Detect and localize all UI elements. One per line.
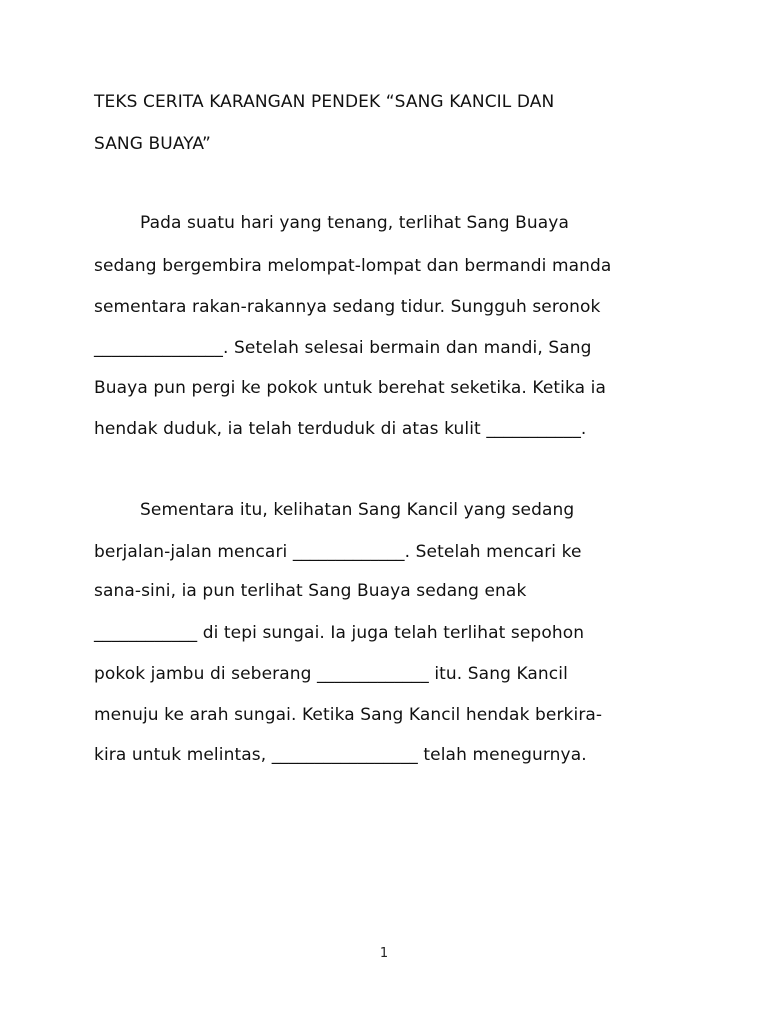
paragraph-1-line-2: sedang bergembira melompat-lompat dan bermandi manda xyxy=(94,256,612,276)
paragraph-2-line-4: ____________ di tepi sungai. Ia juga telah terlihat sepohon xyxy=(94,623,585,643)
paragraph-1-line-5: Buaya pun pergi ke pokok untuk berehat seketika. Ketika ia xyxy=(94,378,606,398)
paragraph-2-line-1: Sementara itu, kelihatan Sang Kancil yang sedang xyxy=(140,500,575,520)
page-number: 1 xyxy=(379,946,389,961)
paragraph-1-line-3: sementara rakan-rakannya sedang tidur. Sungguh seronok xyxy=(94,297,601,317)
paragraph-2-line-2: berjalan-jalan mencari _____________. Setelah mencari ke xyxy=(94,542,582,562)
paragraph-2-line-3: sana-sini, ia pun terlihat Sang Buaya sedang enak xyxy=(94,581,527,601)
paragraph-1-line-4: _______________. Setelah selesai bermain dan mandi, Sang xyxy=(94,338,592,358)
paragraph-1-line-1: Pada suatu hari yang tenang, terlihat Sang Buaya xyxy=(140,213,569,233)
paragraph-2-line-5: pokok jambu di seberang _____________ itu. Sang Kancil xyxy=(94,664,568,684)
paragraph-2-line-7: kira untuk melintas, _________________ telah menegurnya. xyxy=(94,745,587,765)
paragraph-2-line-6: menuju ke arah sungai. Ketika Sang Kancil hendak berkira- xyxy=(94,705,603,725)
paragraph-1-line-6: hendak duduk, ia telah terduduk di atas kulit ___________. xyxy=(94,419,587,439)
document-title-line-1: TEKS CERITA KARANGAN PENDEK “SANG KANCIL DAN xyxy=(94,92,555,112)
document-title-line-2: SANG BUAYA” xyxy=(94,134,211,154)
